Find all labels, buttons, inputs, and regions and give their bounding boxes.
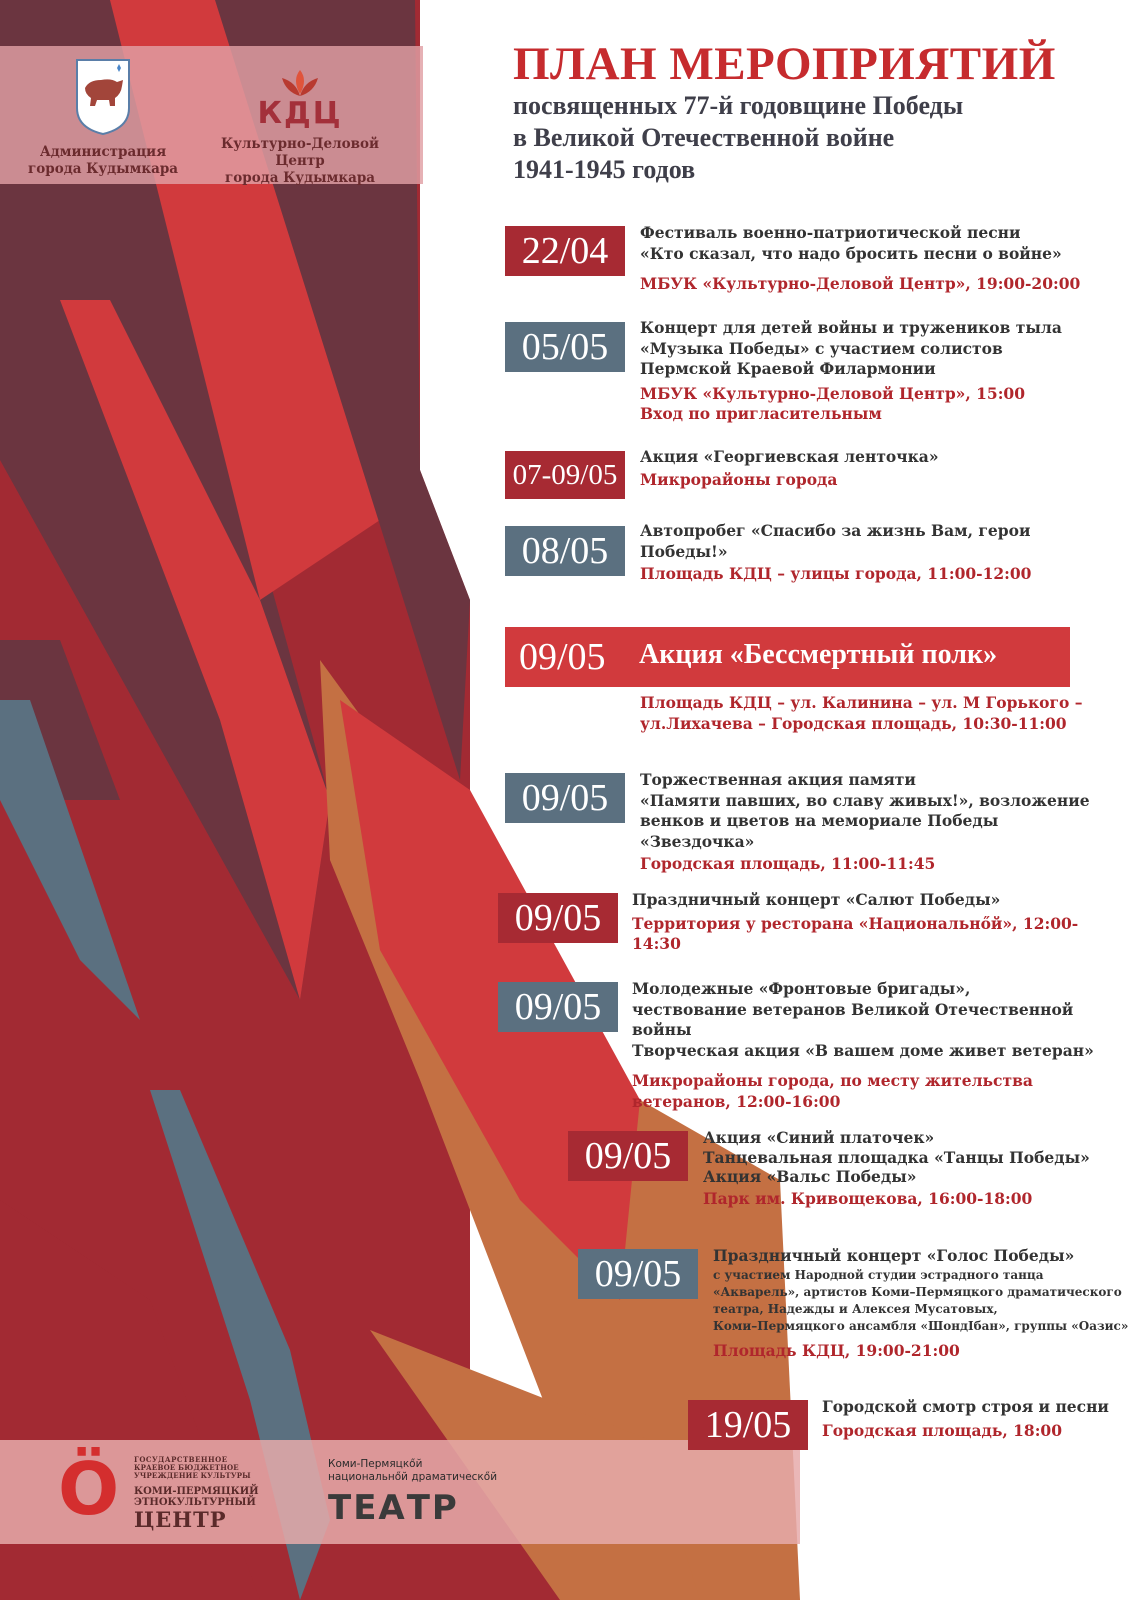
event-item: [640, 521, 1100, 585]
event-title: Концерт для детей войны и тружеников тыла: [640, 318, 1062, 337]
event-item: [640, 223, 1090, 295]
event-title: Пермской Краевой Филармонии: [640, 359, 936, 378]
event-place: Городская площадь, 11:00-11:45: [640, 854, 936, 873]
event-date: 05/05: [505, 322, 625, 372]
title-block: [513, 38, 1056, 186]
event-title: «Музыка Победы» с участием солистов: [640, 338, 1003, 358]
theatre-logo: [328, 1458, 518, 1528]
event-title: Танцевальная площадка «Танцы Победы»: [703, 1147, 1090, 1167]
event-title: Фестиваль военно-патриотической песни: [640, 223, 1021, 242]
kdc-caption-line2: города Кудымкара: [224, 170, 376, 186]
event-place: Вход по пригласительным: [640, 404, 882, 423]
event-item: [713, 1246, 1133, 1361]
event-item: [640, 770, 1100, 875]
subtitle-line1: посвященных 77-й годовщине Победы: [513, 91, 964, 120]
event-place: Городская площадь, 18:00: [822, 1420, 1063, 1440]
event-detail: с участием Народной студии эстрадного танца: [713, 1267, 1044, 1282]
highlight-banner: [505, 627, 1070, 687]
theatre-line2: национальнőй драматическőй: [328, 1471, 498, 1483]
event-detail: «Акварель», артистов Коми–Пермяцкого драматического: [713, 1284, 1122, 1299]
event-place: Площадь КДЦ, 19:00-21:00: [713, 1340, 960, 1360]
ethno-small-line2: КРАЕВОЕ БЮДЖЕТНОЕ: [134, 1463, 239, 1472]
ethno-small-line1: ГОСУДАРСТВЕННОЕ: [134, 1455, 228, 1464]
ethno-center-logo: [58, 1447, 259, 1536]
event-place: Площадь КДЦ – улицы города, 11:00-12:00: [640, 564, 1032, 583]
event-place: Парк им. Кривощекова, 16:00-18:00: [703, 1188, 1033, 1208]
event-title: «Памяти павших, во славу живых!», возложение: [640, 790, 1090, 810]
event-detail: Коми–Пермяцкого ансамбля «ШондIбан», группы «Оазис»: [713, 1318, 1129, 1333]
ethno-big-word: ЦЕНТР: [134, 1507, 227, 1532]
kdc-wordmark: КДЦ: [257, 96, 343, 131]
event-item: [632, 890, 1102, 955]
event-item: [703, 1128, 1123, 1209]
event-title: Праздничный концерт «Голос Победы»: [713, 1246, 1075, 1265]
event-date: 09/05: [578, 1249, 698, 1299]
event-detail: театра, Надежды и Алексея Мусатовых,: [713, 1301, 998, 1316]
page-title: ПЛАН МЕРОПРИЯТИЙ: [513, 38, 1056, 90]
event-place: Площадь КДЦ – ул. Калинина – ул. М Горького –: [640, 693, 1083, 712]
event-item: [640, 447, 1090, 490]
kdc-logo: [200, 68, 400, 187]
event-title: чествование ветеранов Великой Отечественной войны: [632, 999, 1074, 1039]
event-date: 09/05: [505, 773, 625, 823]
event-place: Микрорайоны города, по месту жительства: [632, 1071, 1033, 1090]
event-place: МБУК «Культурно-Деловой Центр», 15:00: [640, 383, 1025, 403]
event-date: 07-09/05: [505, 451, 625, 499]
event-date: 22/04: [505, 226, 625, 276]
event-date: 09/05: [498, 982, 618, 1032]
admin-caption-line1: Администрация: [39, 144, 167, 160]
event-date: 09/05: [568, 1131, 688, 1181]
event-title: Акция «Синий платочек»: [703, 1128, 935, 1147]
kdc-caption-line1: Культурно-Деловой Центр: [220, 136, 380, 169]
event-title: Акция «Георгиевская ленточка»: [640, 447, 939, 466]
subtitle-line2: в Великой Отечественной войне: [513, 123, 895, 152]
bear-coat-of-arms-icon: [75, 58, 131, 136]
ethno-mid-line2: ЭТНОКУЛЬТУРНЫЙ: [134, 1497, 256, 1508]
event-item: [822, 1397, 1122, 1441]
event-title: Праздничный концерт «Салют Победы»: [632, 890, 1001, 909]
event-date: 08/05: [505, 526, 625, 576]
event-date: 09/05: [498, 893, 618, 943]
event-place: ул.Лихачева – Городская площадь, 10:30-11:00: [640, 713, 1067, 733]
ethno-small-line3: УЧРЕЖДЕНИЕ КУЛЬТУРЫ: [134, 1471, 251, 1480]
ethno-letter-logo: Ö: [58, 1447, 120, 1531]
event-title: Творческая акция «В вашем доме живет ветеран»: [632, 1040, 1094, 1060]
event-title: Акция «Бессмертный полк»: [639, 639, 998, 670]
event-place: ветеранов, 12:00-16:00: [632, 1091, 841, 1111]
event-title: Акция «Вальс Победы»: [703, 1167, 917, 1186]
event-place: Микрорайоны города: [640, 469, 838, 489]
ethno-mid-line1: КОМИ-ПЕРМЯЦКИЙ: [134, 1486, 259, 1497]
event-item: [640, 318, 1090, 425]
event-date: 09/05: [519, 636, 606, 678]
event-title: Городской смотр строя и песни: [822, 1397, 1109, 1416]
event-title: «Кто сказал, что надо бросить песни о войне»: [640, 243, 1062, 263]
event-place: Территория у ресторана «Национальнőй», 12:00-14:30: [632, 913, 1079, 953]
event-place: МБУК «Культурно-Деловой Центр», 19:00-20:00: [640, 274, 1081, 293]
flame-lotus-icon: [278, 68, 322, 98]
event-title: венков и цветов на мемориале Победы «Звездочка»: [640, 811, 999, 851]
event-item: [632, 979, 1112, 1112]
administration-logo: [18, 58, 188, 178]
theatre-line1: Коми-Пермяцкőй: [328, 1458, 423, 1470]
theatre-wordmark: ТЕАТР: [328, 1488, 459, 1528]
event-date: 19/05: [688, 1400, 808, 1450]
event-title: Торжественная акция памяти: [640, 770, 916, 789]
event-item: [640, 693, 1100, 734]
admin-caption-line2: города Кудымкара: [27, 161, 179, 177]
event-title: Молодежные «Фронтовые бригады»,: [632, 979, 971, 998]
event-title: Автопробег «Спасибо за жизнь Вам, герои Победы!»: [640, 521, 1031, 561]
subtitle-line3: 1941-1945 годов: [513, 155, 696, 184]
